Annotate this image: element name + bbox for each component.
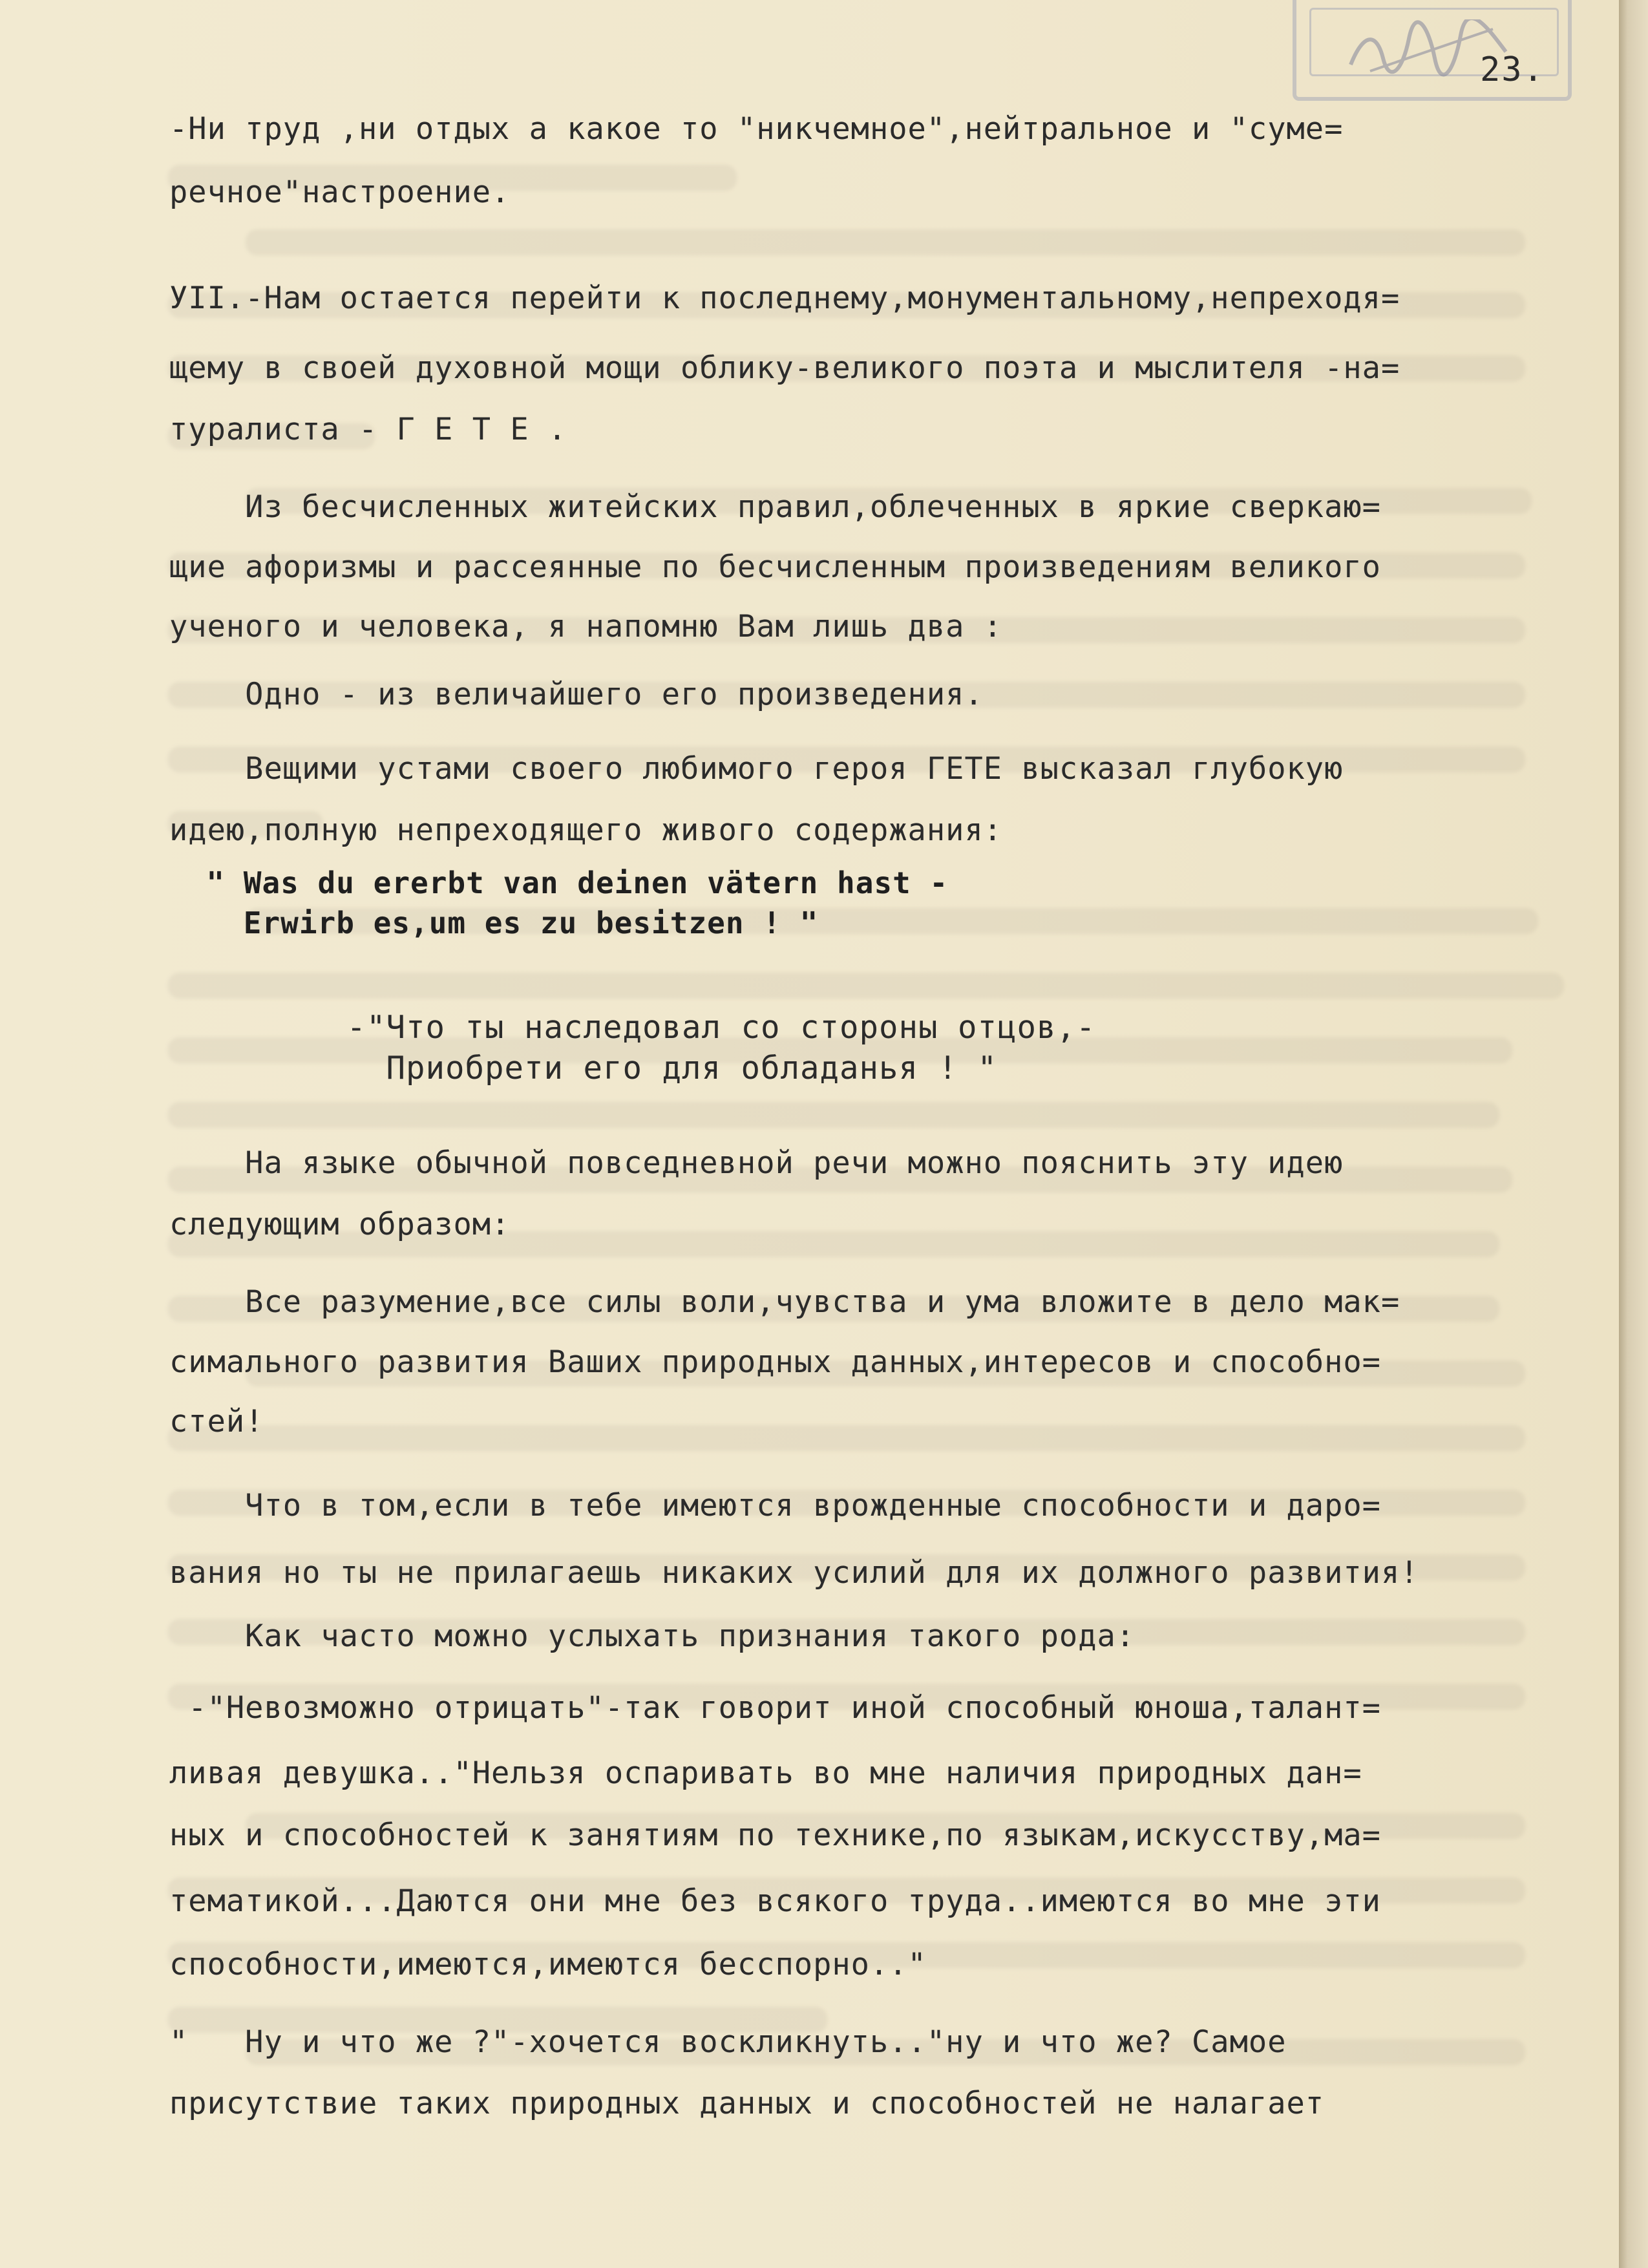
text-line: вания но ты не прилагаешь никаких усилий для их должного развития! <box>169 1555 1419 1591</box>
german-quote-line: " Was du ererbt van deinen vätern hast - <box>169 865 949 900</box>
text-line: ученого и человека, я напомню Вам лишь два : <box>169 609 1003 644</box>
russian-quote-line: -"Что ты наследовал со стороны отцов,- <box>169 1009 1096 1046</box>
text-line: идею,полную непреходящего живого содержания: <box>169 812 1003 848</box>
text-line: Вещими устами своего любимого героя ГЕТЕ высказал глубокую <box>169 751 1344 787</box>
text-line: тематикой...Даются они мне без всякого труда..имеются во мне эти <box>169 1883 1381 1919</box>
text-line: Из бесчисленных житейских правил,облеченных в яркие сверкаю= <box>169 489 1381 525</box>
russian-quote-line: Приобрети его для обладанья ! " <box>169 1050 998 1086</box>
text-line: щему в своей духовной мощи облику-великого поэта и мыслителя -на= <box>169 350 1400 386</box>
text-line: УII.-Нам остается перейти к последнему,монументальному,непреходя= <box>169 281 1400 316</box>
text-line: щие афоризмы и рассеянные по бесчисленным произведениям великого <box>169 549 1381 585</box>
text-line: туралиста - Г Е Т Е . <box>169 412 567 447</box>
text-line: стей! <box>169 1404 264 1439</box>
german-quote-line: Erwirb es,um es zu besitzen ! " <box>169 906 819 940</box>
text-line: -Ни труд ,ни отдых а какое то "никчемное",нейтральное и "суме= <box>169 111 1344 147</box>
text-line: Что в том,если в тебе имеются врожденные способности и даро= <box>169 1488 1381 1523</box>
text-line: ных и способностей к занятиям по технике,по языкам,искусству,ма= <box>169 1818 1381 1853</box>
text-line: присутствие таких природных данных и способностей не налагает <box>169 2086 1325 2121</box>
text-line: Все разумение,все силы воли,чувства и ума вложите в дело мак= <box>169 1284 1400 1320</box>
text-line: -"Невозможно отрицать"-так говорит иной способный юноша,талант= <box>169 1690 1381 1726</box>
text-line: " Ну и что же ?"-хочется воскликнуть.."ну и что же? Самое <box>169 2024 1287 2060</box>
text-line: На языке обычной повседневной речи можно пояснить эту идею <box>169 1145 1344 1181</box>
text-line: следующим образом: <box>169 1207 511 1242</box>
page-number: 23. <box>1480 50 1545 89</box>
text-line: ливая девушка.."Нельзя оспаривать во мне наличия природных дан= <box>169 1755 1362 1791</box>
paper-edge <box>1619 0 1648 2268</box>
text-line: симального развития Ваших природных данных,интересов и способно= <box>169 1344 1381 1380</box>
text-line: Одно - из величайшего его произведения. <box>169 677 984 712</box>
text-line: речное"настроение. <box>169 175 511 210</box>
text-line: Как часто можно услыхать признания такого рода: <box>169 1618 1136 1654</box>
text-line: способности,имеются,имеются бесспорно.." <box>169 1947 927 1982</box>
